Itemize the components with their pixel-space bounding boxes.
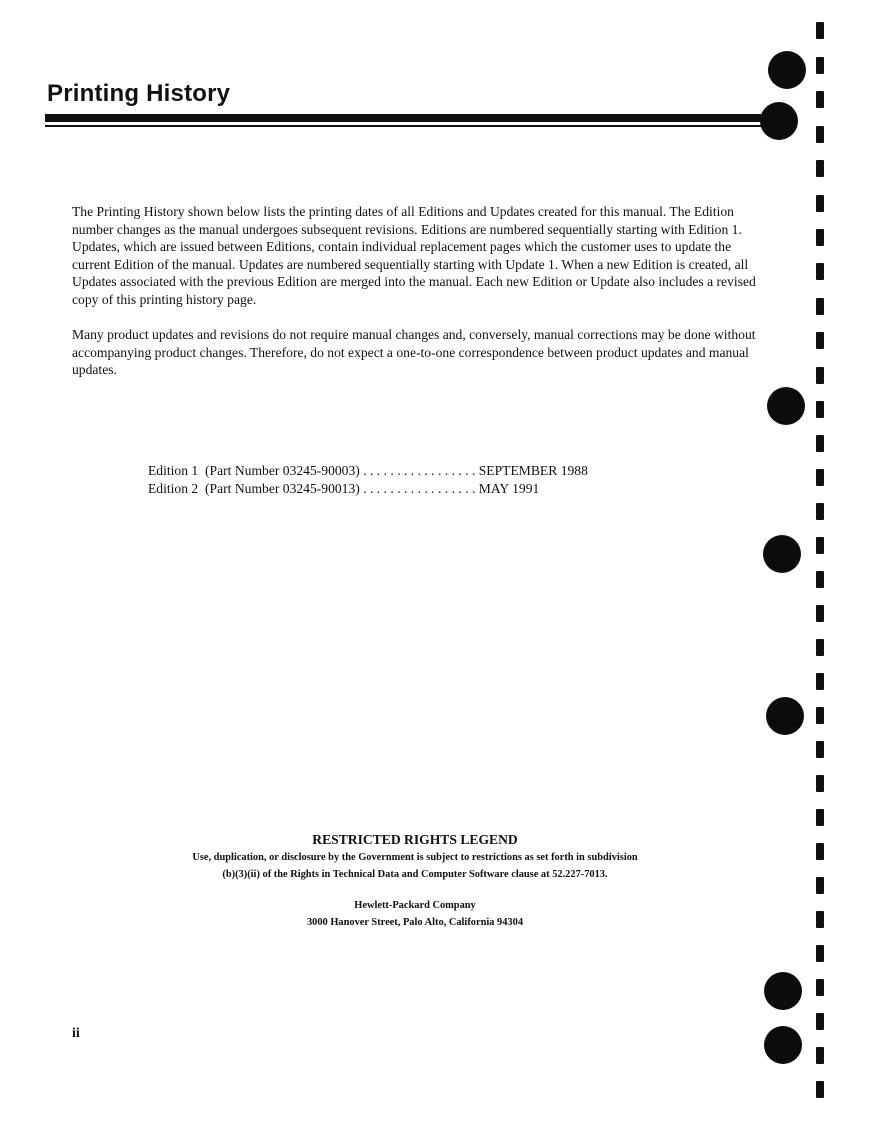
page-number: ii [72,1026,80,1041]
binder-tab [816,1013,824,1030]
legend-line-1: Use, duplication, or disclosure by the Government is subject to restrictions as set forth in subdivision [192,852,638,863]
binder-tab [816,843,824,860]
page-title: Printing History [47,80,231,107]
binder-tab [816,741,824,758]
binder-tab [816,332,824,349]
binder-tab [816,911,824,928]
binder-hole [760,102,798,140]
restricted-rights-legend [140,831,690,931]
binder-tab [816,263,824,280]
binder-tab [816,401,824,418]
company-name: Hewlett-Packard Company [354,900,476,911]
binder-hole [766,697,804,735]
header-rule-thin [45,125,790,127]
binder-tab [816,877,824,894]
edition-row: Edition 2 (Part Number 03245-90013) . . . . . . . . . . . . . . . . . MAY 1991 [148,480,540,496]
edition-list [148,462,588,497]
binder-tab [816,1081,824,1098]
binder-tab [816,126,824,143]
binder-tab [816,537,824,554]
binder-tab [816,979,824,996]
binder-tab [816,605,824,622]
disclaimer-paragraph: Many product updates and revisions do not require manual changes and, conversely, manual corrections may be done without accompanying product changes. Therefore, do not expect a one-to-one correspondence between product updates and manual updates. [72,327,756,377]
binder-tab [816,809,824,826]
binder-tab [816,57,824,74]
binder-tab [816,435,824,452]
legend-line-2: (b)(3)(ii) of the Rights in Technical Data and Computer Software clause at 52.227-7013. [222,869,608,880]
binder-tab [816,298,824,315]
binder-tab [816,945,824,962]
edition-row: Edition 1 (Part Number 03245-90003) . . . . . . . . . . . . . . . . . SEPTEMBER 1988 [148,463,588,478]
binder-tab [816,503,824,520]
binder-hole [767,387,805,425]
binder-hole [764,1026,802,1064]
binder-tab [816,707,824,724]
header-rule-thick [45,114,790,122]
binder-tab [816,22,824,39]
binder-tab [816,229,824,246]
binder-tab [816,367,824,384]
binder-tab [816,469,824,486]
binder-tab [816,1047,824,1064]
binder-tab [816,775,824,792]
binder-hole [764,972,802,1010]
binder-tab [816,639,824,656]
binder-tab [816,195,824,212]
binder-tab [816,673,824,690]
binder-tab [816,571,824,588]
binder-tab [816,160,824,177]
binder-hole [768,51,806,89]
intro-paragraph: The Printing History shown below lists the printing dates of all Editions and Updates created for this manual. The Edition number changes as the manual undergoes subsequent revisions. Editions are numbered sequentially starting with Edition 1. Updates, which are issued between Editions, contain individual replacement pages which the customer uses to update the current Edition of the manual. Updates are numbered sequentially starting with Update 1. When a new Edition is created, all Updates associated with the previous Edition are merged into the manual. Each new Edition or Update also includes a revised copy of this printing history page. [72,204,756,307]
binder-hole [763,535,801,573]
legend-title: RESTRICTED RIGHTS LEGEND [312,832,518,847]
company-address: 3000 Hanover Street, Palo Alto, California 94304 [306,917,524,928]
binder-tab [816,91,824,108]
